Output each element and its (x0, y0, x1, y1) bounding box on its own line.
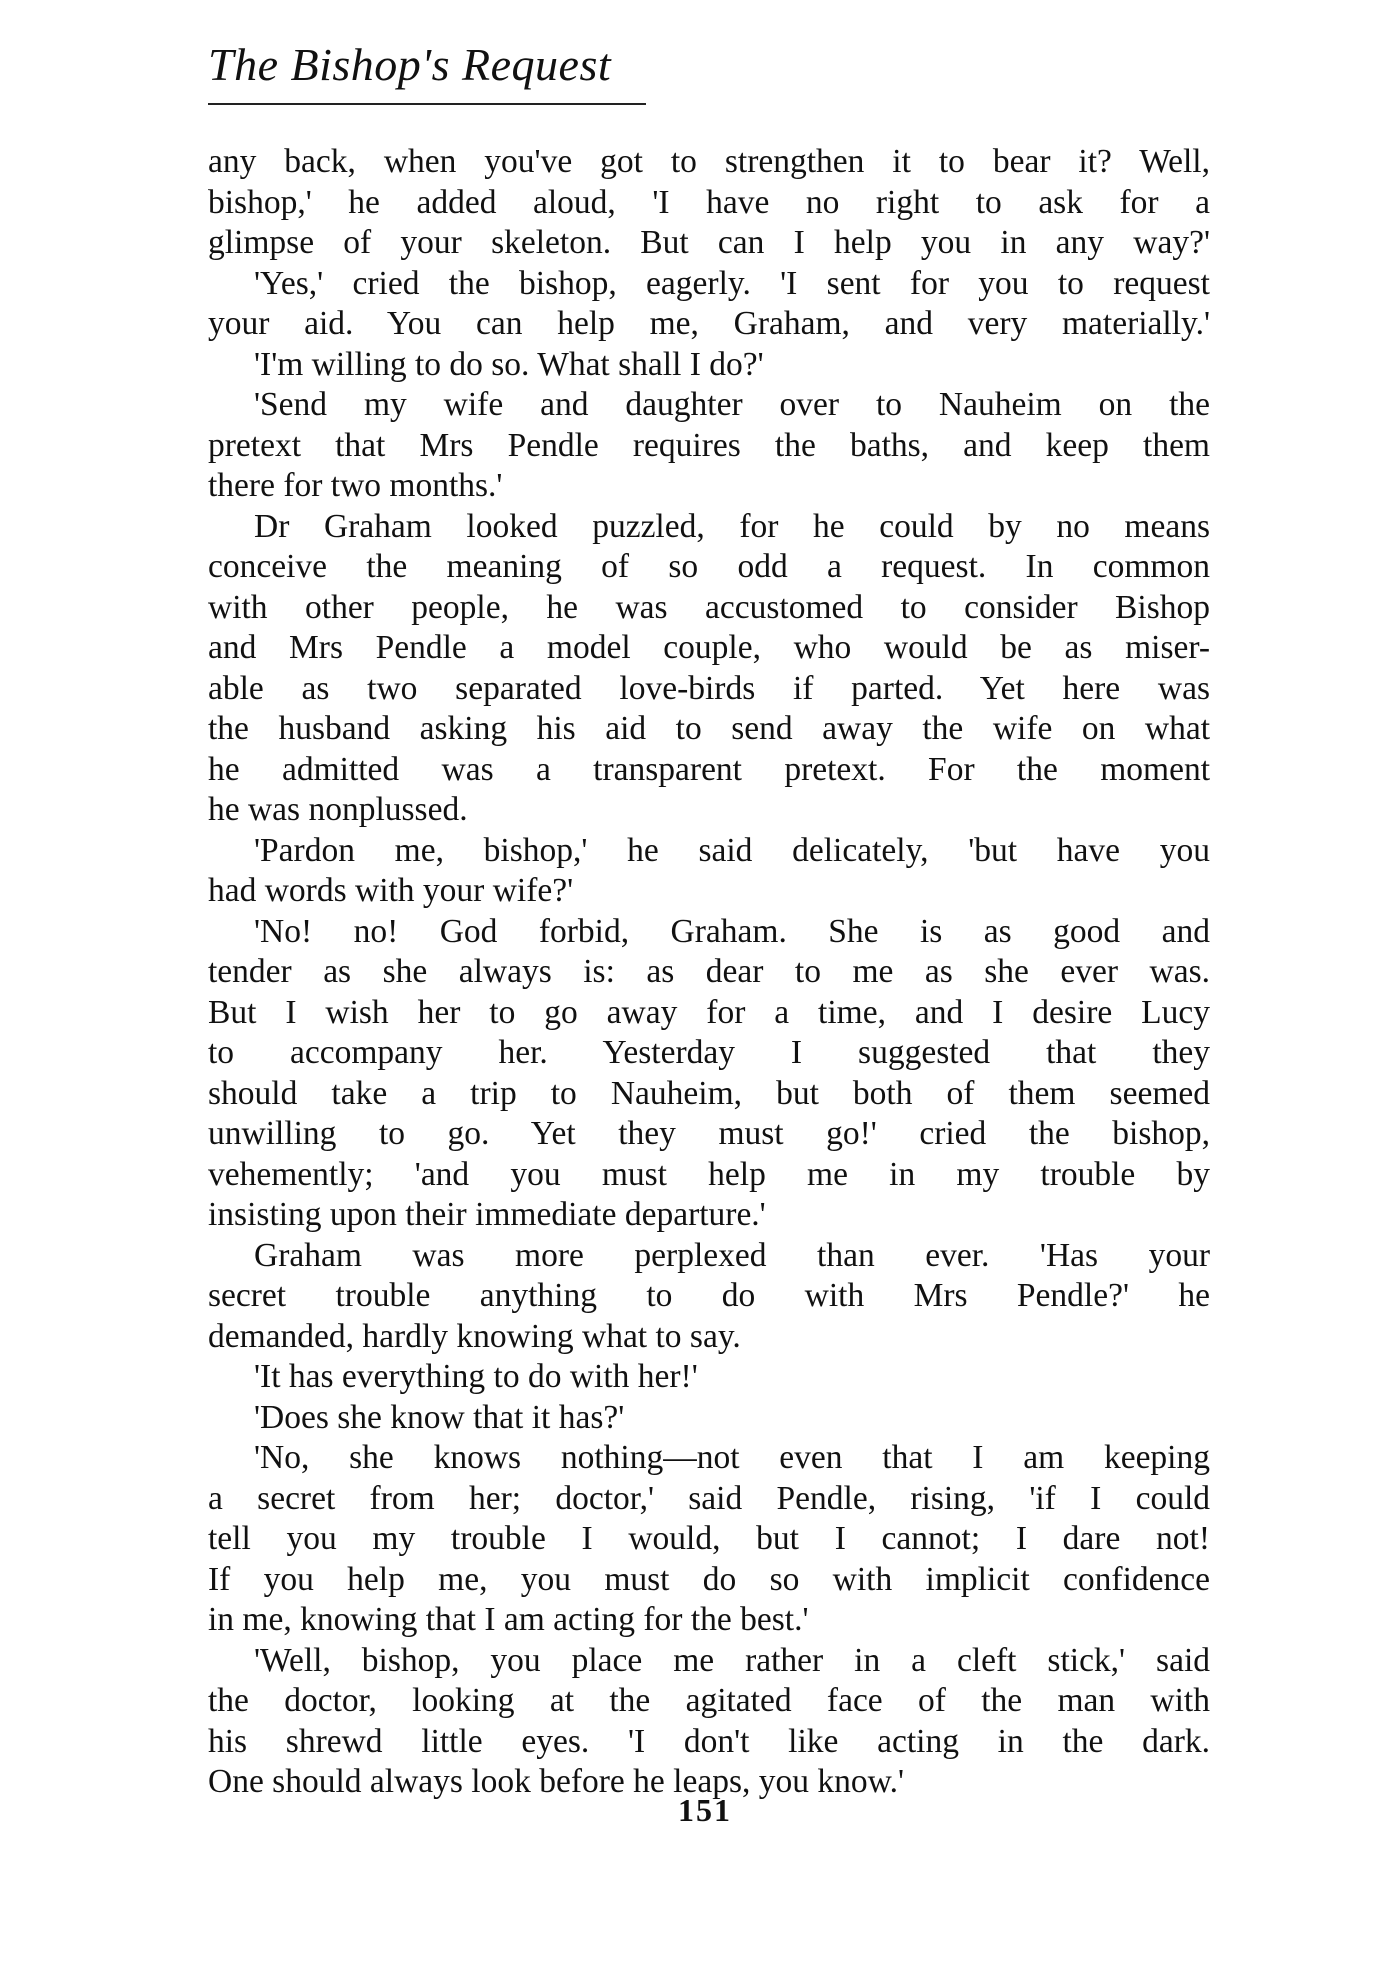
text-line: there for two months.' (208, 467, 503, 504)
text-line: One should always look before he leaps, you know.' (208, 1763, 905, 1800)
running-head: The Bishop's Request (208, 39, 612, 90)
page-number: 151 (678, 1792, 732, 1828)
text-line: your aid. You can help me, Graham, and very materially.' (208, 305, 1210, 342)
text-line: unwilling to go. Yet they must go!' cried the bishop, (208, 1115, 1210, 1152)
text-line: in me, knowing that I am acting for the best.' (208, 1601, 809, 1638)
text-line: Dr Graham looked puzzled, for he could by no means (254, 507, 1210, 545)
text-line: Graham was more perplexed than ever. 'Has your (254, 1236, 1210, 1274)
text-line: with other people, he was accustomed to consider Bishop (208, 588, 1210, 626)
text-line: But I wish her to go away for a time, and I desire Lucy (208, 993, 1210, 1031)
text-line: 'No! no! God forbid, Graham. She is as good and (254, 912, 1210, 950)
text-line: conceive the meaning of so odd a request. In common (208, 548, 1210, 585)
text-line: tender as she always is: as dear to me as she ever was. (208, 953, 1210, 990)
text-line: 'Well, bishop, you place me rather in a cleft stick,' said (254, 1641, 1210, 1679)
text-line: vehemently; 'and you must help me in my trouble by (208, 1155, 1210, 1193)
text-line: 'Pardon me, bishop,' he said delicately, 'but have you (254, 831, 1210, 869)
text-line: 'Yes,' cried the bishop, eagerly. 'I sent for you to request (254, 264, 1210, 302)
text-line: pretext that Mrs Pendle requires the baths, and keep them (208, 426, 1210, 464)
text-line: he was nonplussed. (208, 791, 468, 828)
text-line: the doctor, looking at the agitated face of the man with (208, 1682, 1210, 1719)
text-line: able as two separated love-birds if parted. Yet here was (208, 669, 1210, 707)
header-rule (208, 103, 646, 105)
text-line: secret trouble anything to do with Mrs Pendle?' he (208, 1277, 1210, 1314)
text-line: 'It has everything to do with her!' (254, 1358, 698, 1395)
text-line: insisting upon their immediate departure.' (208, 1196, 766, 1233)
text-line: should take a trip to Nauheim, but both of them seemed (208, 1074, 1210, 1112)
text-line: a secret from her; doctor,' said Pendle, rising, 'if I could (208, 1479, 1210, 1517)
text-line: the husband asking his aid to send away the wife on what (208, 710, 1210, 747)
text-line: 'Send my wife and daughter over to Nauheim on the (254, 386, 1210, 423)
text-line: bishop,' he added aloud, 'I have no right to ask for a (208, 183, 1210, 221)
text-line: 'No, she knows nothing—not even that I am keeping (254, 1439, 1210, 1476)
text-line: If you help me, you must do so with implicit confidence (208, 1560, 1210, 1598)
text-line: any back, when you've got to strengthen it to bear it? Well, (208, 143, 1210, 180)
text-line: had words with your wife?' (208, 872, 574, 909)
text-line: his shrewd little eyes. 'I don't like acting in the dark. (208, 1722, 1210, 1760)
text-line: and Mrs Pendle a model couple, who would be as miser- (208, 629, 1210, 666)
text-line: to accompany her. Yesterday I suggested that they (208, 1034, 1210, 1071)
text-line: tell you my trouble I would, but I cannot; I dare not! (208, 1520, 1210, 1557)
text-line: he admitted was a transparent pretext. For the moment (208, 750, 1210, 788)
text-line: glimpse of your skeleton. But can I help you in any way?' (208, 224, 1210, 261)
text-line: 'I'm willing to do so. What shall I do?' (254, 345, 764, 383)
text-line: demanded, hardly knowing what to say. (208, 1317, 741, 1355)
text-line: 'Does she know that it has?' (254, 1398, 625, 1436)
body-text (208, 142, 1210, 1803)
